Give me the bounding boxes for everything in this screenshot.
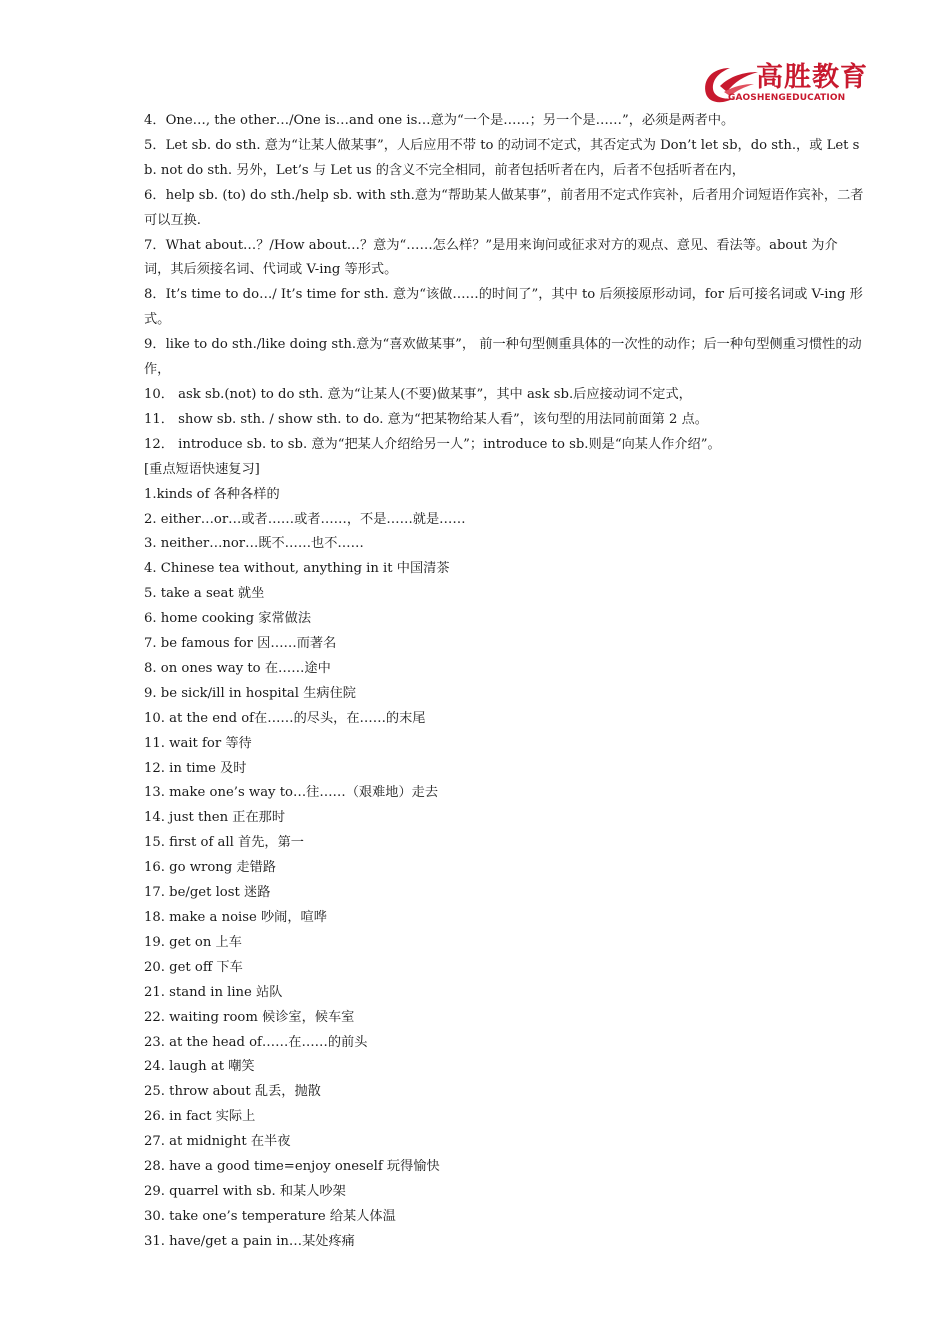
company-logo: [700, 62, 866, 106]
phrase-item: 17. be/get lost 迷路: [144, 885, 271, 901]
phrase-item: 30. take one’s temperature 给某人体温: [144, 1208, 396, 1224]
phrase-item: 2. either…or…或者……或者……，不是……就是……: [144, 511, 466, 527]
phrase-item: 4. Chinese tea without, anything in it 中国清茶: [144, 561, 450, 577]
sentence-item: 4．One…, the other…/One is…and one is…意为“一个是……；另一个是……”，必须是两者中。: [144, 113, 735, 128]
phrase-item: 7. be famous for 因……而著名: [144, 636, 337, 652]
phrase-item: 31. have/get a pain in…某处疼痛: [144, 1233, 355, 1249]
logo-chinese-name: 高胜教育: [756, 62, 868, 93]
phrase-item: 20. get off 下车: [144, 959, 243, 975]
phrase-item: 13. make one’s way to…往……（艰难地）走去: [144, 785, 439, 801]
phrase-item: 27. at midnight 在半夜: [144, 1134, 291, 1150]
phrase-item: 6. home cooking 家常做法: [144, 611, 312, 627]
sentence-item: 7．What about…？/How about…？意为“……怎么样？”是用来询问或征求对方的观点、意见、看法等。about 为介词，其后须接名词、代词或 V-ing 等形式。: [144, 237, 838, 278]
phrase-item: 29. quarrel with sb. 和某人吵架: [144, 1183, 346, 1199]
logo-english-name: GAOSHENGEDUCATION: [728, 93, 846, 103]
phrase-item: 15. first of all 首先，第一: [144, 835, 304, 851]
sentence-item: 11． show sb. sth. / show sth. to do. 意为“把某物给某人看”，该句型的用法同前面第 2 点。: [144, 411, 708, 427]
phrase-item: 23. at the head of……在……的前头: [144, 1034, 368, 1050]
phrase-item: 11. wait for 等待: [144, 735, 252, 751]
phrase-item: 25. throw about 乱丢，抛散: [144, 1084, 321, 1100]
phrase-item: 22. waiting room 候诊室，候车室: [144, 1009, 355, 1025]
phrase-item: 24. laugh at 嘲笑: [144, 1059, 255, 1075]
sentence-item: 9．like to do sth./like doing sth.意为“喜欢做某事”， 前一种句型侧重具体的一次性的动作；后一种句型侧重习惯性的动作，: [144, 337, 862, 378]
phrase-item: 1.kinds of 各种各样的: [144, 486, 280, 502]
phrase-item: 18. make a noise 吵闹，喧哗: [144, 910, 327, 925]
phrase-item: 9. be sick/ill in hospital 生病住院: [144, 685, 356, 701]
phrase-item: 26. in fact 实际上: [144, 1109, 256, 1125]
phrase-item: 8. on ones way to 在……途中: [144, 660, 331, 676]
phrase-item: 19. get on 上车: [144, 934, 242, 950]
phrase-item: 12. in time 及时: [144, 760, 247, 776]
phrase-item: 3. neither…nor…既不……也不……: [144, 536, 364, 552]
sentence-item: 10． ask sb.(not) to do sth. 意为“让某人(不要)做某事”，其中 ask sb.后应接动词不定式，: [144, 386, 692, 402]
section-title: [重点短语快速复习]: [144, 461, 260, 477]
phrase-item: 28. have a good time=enjoy oneself 玩得愉快: [144, 1159, 440, 1175]
phrase-item: 16. go wrong 走错路: [144, 860, 276, 876]
phrase-item: 10. at the end of在……的尽头，在……的末尾: [144, 710, 426, 726]
phrase-item: 21. stand in line 站队: [144, 984, 283, 1000]
sentence-item: 12． introduce sb. to sb. 意为“把某人介绍给另一人”；introduce to sb.则是“向某人作介绍”。: [144, 436, 721, 452]
sentence-item: 6．help sb. (to) do sth./help sb. with sth.意为“帮助某人做某事”，前者用不定式作宾补，后者用介词短语作宾补，二者可以互换.: [144, 187, 864, 228]
phrase-item: 5. take a seat 就坐: [144, 586, 265, 602]
sentence-item: 8．It’s time to do…/ It’s time for sth. 意为“该做……的时间了”，其中 to 后须接原形动词，for 后可接名词或 V-ing 形式。: [144, 287, 863, 328]
phrase-item: 14. just then 正在那时: [144, 810, 286, 826]
document-body: [144, 109, 864, 1255]
sentence-item: 5．Let sb. do sth. 意为“让某人做某事”，人后应用不带 to 的动词不定式，其否定式为 Don’t let sb，do sth.，或 Let sb. not do sth. 另外，Let’s 与 Let us 的含义不完全相同，前者包括听者在内，后者不包括听者在内，: [144, 137, 860, 178]
